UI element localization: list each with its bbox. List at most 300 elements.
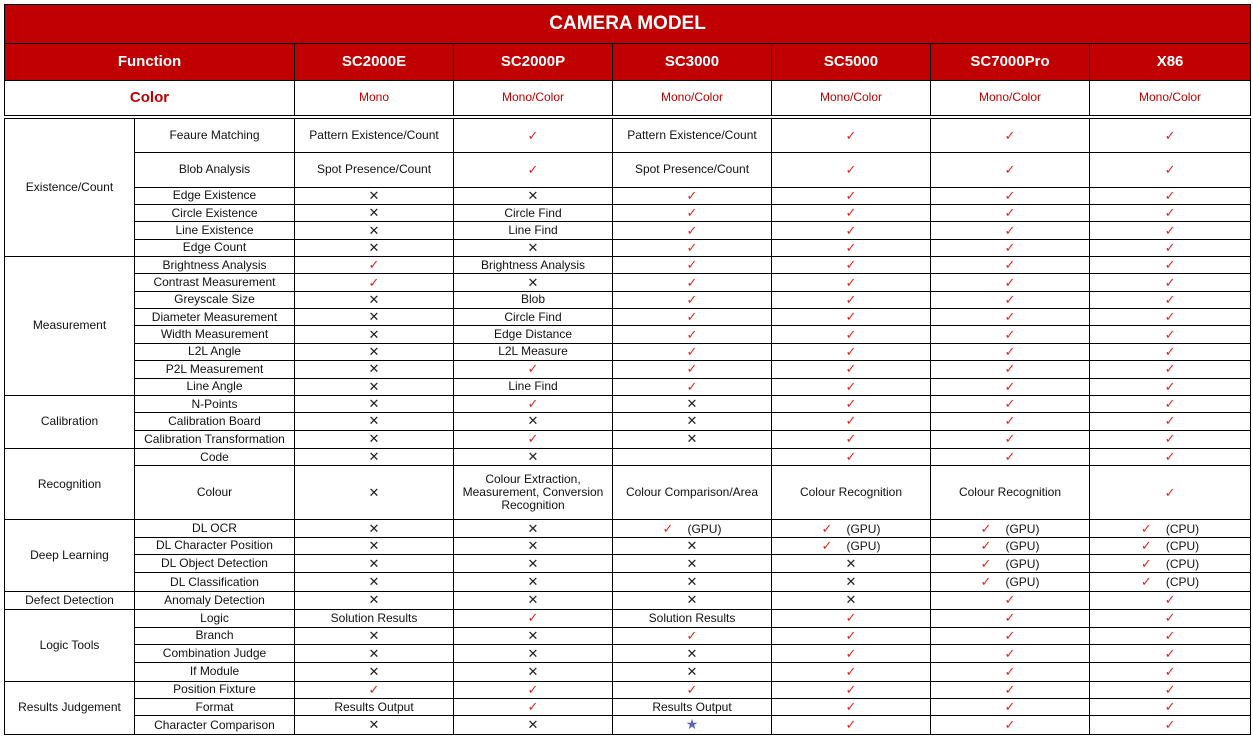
supported-cell xyxy=(454,119,613,153)
check-icon: ✓ xyxy=(527,699,539,715)
unsupported-cell xyxy=(295,555,454,573)
table-row xyxy=(5,222,1251,239)
check-icon: ✓ xyxy=(1140,520,1152,536)
unsupported-cell xyxy=(295,448,454,465)
check-icon: ✓ xyxy=(1004,257,1016,273)
function-name: Brightness Analysis xyxy=(135,257,295,274)
unsupported-cell xyxy=(613,395,772,412)
cross-icon: ✕ xyxy=(686,663,698,679)
camera-model-comparison-table xyxy=(4,4,1251,735)
cross-icon: ✕ xyxy=(686,592,698,608)
cross-icon: ✕ xyxy=(368,717,380,733)
unsupported-cell xyxy=(295,430,454,448)
feature-text-cell xyxy=(613,448,772,465)
function-name: Line Angle xyxy=(135,378,295,395)
supported-cell xyxy=(931,309,1090,326)
feature-text-cell: L2L Measure xyxy=(454,343,613,360)
supported-cell xyxy=(931,627,1090,644)
function-name: Combination Judge xyxy=(135,644,295,662)
cross-icon: ✕ xyxy=(527,592,539,608)
color-value: Mono/Color xyxy=(931,80,1090,116)
function-name: Calibration Board xyxy=(135,413,295,430)
cross-icon: ✕ xyxy=(527,645,539,661)
function-name: Width Measurement xyxy=(135,326,295,343)
table-row xyxy=(5,448,1251,465)
unsupported-cell xyxy=(295,326,454,343)
supported-cell xyxy=(454,698,613,715)
check-icon: ✓ xyxy=(845,257,857,273)
table-row xyxy=(5,378,1251,395)
check-icon: ✓ xyxy=(845,396,857,412)
cross-icon: ✕ xyxy=(527,574,539,590)
table-row xyxy=(5,573,1251,591)
check-icon: ✓ xyxy=(686,378,698,394)
supported-cell xyxy=(931,257,1090,274)
supported-cell xyxy=(1090,448,1251,465)
check-icon: ✓ xyxy=(845,627,857,643)
supported-cell xyxy=(1090,205,1251,222)
unsupported-cell xyxy=(295,627,454,644)
check-icon: ✓ xyxy=(1004,187,1016,203)
feature-text-cell: Colour Extraction, Measurement, Conversion Recognition xyxy=(454,466,613,520)
supported-cell xyxy=(772,681,931,698)
check-icon: ✓ xyxy=(845,413,857,429)
cross-icon: ✕ xyxy=(686,537,698,553)
check-icon: ✓ xyxy=(686,205,698,221)
check-icon: ✓ xyxy=(980,520,992,536)
supported-cell xyxy=(295,681,454,698)
model-header-sc3000: SC3000 xyxy=(613,43,772,80)
cross-icon: ✕ xyxy=(368,431,380,447)
processor-tag: (GPU) xyxy=(846,538,881,553)
table-row xyxy=(5,591,1251,609)
check-icon: ✓ xyxy=(527,396,539,412)
check-icon: ✓ xyxy=(845,378,857,394)
supported-cell xyxy=(772,222,931,239)
supported-cell xyxy=(772,378,931,395)
function-name: Feaure Matching xyxy=(135,119,295,153)
check-icon: ✓ xyxy=(980,555,992,571)
check-icon: ✓ xyxy=(527,127,539,143)
feature-text-cell: Spot Presence/Count xyxy=(613,153,772,188)
cross-icon: ✕ xyxy=(368,326,380,342)
supported-cell xyxy=(931,119,1090,153)
group-label: Calibration xyxy=(5,395,135,448)
table-row xyxy=(5,343,1251,360)
supported-cell xyxy=(931,698,1090,715)
supported-cell xyxy=(1090,361,1251,378)
supported-cell xyxy=(931,644,1090,662)
check-icon: ✓ xyxy=(1164,610,1176,626)
feature-text-cell: Circle Find xyxy=(454,309,613,326)
supported-cell xyxy=(1090,395,1251,412)
supported-cell xyxy=(1090,698,1251,715)
supported-cell xyxy=(931,205,1090,222)
check-icon: ✓ xyxy=(1164,127,1176,143)
check-icon: ✓ xyxy=(1164,645,1176,661)
function-name: Line Existence xyxy=(135,222,295,239)
supported-cell xyxy=(772,343,931,360)
supported-cell xyxy=(613,239,772,256)
supported-cell xyxy=(1090,257,1251,274)
supported-cell xyxy=(772,326,931,343)
check-icon: ✓ xyxy=(368,681,380,697)
supported-cell xyxy=(1090,274,1251,291)
cross-icon: ✕ xyxy=(368,574,380,590)
unsupported-cell xyxy=(613,644,772,662)
cross-icon: ✕ xyxy=(368,645,380,661)
check-icon: ✓ xyxy=(845,699,857,715)
processor-tag: (GPU) xyxy=(846,521,881,536)
unsupported-cell xyxy=(295,591,454,609)
check-icon: ✓ xyxy=(845,663,857,679)
check-icon: ✓ xyxy=(1164,449,1176,465)
cross-icon: ✕ xyxy=(368,413,380,429)
cross-icon: ✕ xyxy=(527,449,539,465)
unsupported-cell xyxy=(613,413,772,430)
feature-text-cell: Line Find xyxy=(454,378,613,395)
cross-icon: ✕ xyxy=(527,663,539,679)
supported-cell xyxy=(931,153,1090,188)
check-icon: ✓ xyxy=(686,361,698,377)
supported-cell xyxy=(931,326,1090,343)
supported-cell xyxy=(931,361,1090,378)
table-row xyxy=(5,555,1251,573)
unsupported-cell xyxy=(772,573,931,591)
unsupported-cell xyxy=(295,343,454,360)
supported-cell xyxy=(931,395,1090,412)
supported-cell xyxy=(772,537,931,554)
processor-tag: (CPU) xyxy=(1165,575,1200,590)
check-icon: ✓ xyxy=(1164,205,1176,221)
check-icon: ✓ xyxy=(1004,239,1016,255)
check-icon: ✓ xyxy=(1004,205,1016,221)
supported-cell xyxy=(772,274,931,291)
supported-cell xyxy=(772,257,931,274)
check-icon: ✓ xyxy=(686,222,698,238)
supported-cell xyxy=(1090,610,1251,627)
unsupported-cell xyxy=(454,448,613,465)
cross-icon: ✕ xyxy=(527,627,539,643)
check-icon: ✓ xyxy=(845,222,857,238)
check-icon: ✓ xyxy=(1164,396,1176,412)
unsupported-cell xyxy=(613,573,772,591)
check-icon: ✓ xyxy=(1140,574,1152,590)
supported-cell xyxy=(454,153,613,188)
function-name: Contrast Measurement xyxy=(135,274,295,291)
cross-icon: ✕ xyxy=(368,187,380,203)
supported-cell xyxy=(1090,663,1251,681)
check-icon: ✓ xyxy=(1164,343,1176,359)
unsupported-cell xyxy=(613,537,772,554)
table-row xyxy=(5,309,1251,326)
function-name: Anomaly Detection xyxy=(135,591,295,609)
unsupported-cell xyxy=(295,309,454,326)
check-icon: ✓ xyxy=(527,361,539,377)
supported-cell xyxy=(772,187,931,204)
supported-cell xyxy=(613,309,772,326)
unsupported-cell xyxy=(772,555,931,573)
function-name: Character Comparison xyxy=(135,716,295,735)
supported-cell xyxy=(931,520,1090,537)
supported-cell xyxy=(931,239,1090,256)
color-value: Mono xyxy=(295,80,454,116)
cross-icon: ✕ xyxy=(368,222,380,238)
supported-cell xyxy=(772,663,931,681)
supported-cell xyxy=(613,222,772,239)
group-label: Deep Learning xyxy=(5,520,135,591)
supported-cell xyxy=(772,644,931,662)
check-icon: ✓ xyxy=(1140,537,1152,553)
feature-text-cell: Pattern Existence/Count xyxy=(295,119,454,153)
cross-icon: ✕ xyxy=(368,663,380,679)
unsupported-cell xyxy=(454,716,613,735)
check-icon: ✓ xyxy=(1004,343,1016,359)
check-icon: ✓ xyxy=(1164,161,1176,177)
feature-text-cell: Colour Recognition xyxy=(772,466,931,520)
check-icon: ✓ xyxy=(1004,663,1016,679)
check-icon: ✓ xyxy=(1004,645,1016,661)
check-icon: ✓ xyxy=(845,205,857,221)
supported-cell xyxy=(931,591,1090,609)
supported-cell xyxy=(931,681,1090,698)
supported-cell xyxy=(613,257,772,274)
function-name: DL Classification xyxy=(135,573,295,591)
header-row xyxy=(5,43,1251,80)
unsupported-cell xyxy=(295,413,454,430)
check-icon: ✓ xyxy=(1004,431,1016,447)
function-name: Branch xyxy=(135,627,295,644)
cross-icon: ✕ xyxy=(368,291,380,307)
unsupported-cell xyxy=(295,537,454,554)
function-name: P2L Measurement xyxy=(135,361,295,378)
unsupported-cell xyxy=(295,187,454,204)
group-label: Measurement xyxy=(5,257,135,396)
supported-cell xyxy=(931,291,1090,308)
supported-cell xyxy=(931,663,1090,681)
check-icon: ✓ xyxy=(845,361,857,377)
check-icon: ✓ xyxy=(845,161,857,177)
cross-icon: ✕ xyxy=(368,309,380,325)
supported-cell xyxy=(1090,239,1251,256)
cross-icon: ✕ xyxy=(368,520,380,536)
unsupported-cell xyxy=(454,573,613,591)
check-icon: ✓ xyxy=(368,274,380,290)
supported-cell xyxy=(772,430,931,448)
check-icon: ✓ xyxy=(845,449,857,465)
supported-cell xyxy=(1090,291,1251,308)
cross-icon: ✕ xyxy=(368,592,380,608)
feature-text-cell: Colour Recognition xyxy=(931,466,1090,520)
check-icon: ✓ xyxy=(1004,361,1016,377)
check-icon: ✓ xyxy=(1164,274,1176,290)
check-icon: ✓ xyxy=(1164,717,1176,733)
supported-cell xyxy=(931,716,1090,735)
check-icon: ✓ xyxy=(845,274,857,290)
supported-cell xyxy=(1090,430,1251,448)
check-icon: ✓ xyxy=(845,309,857,325)
check-icon: ✓ xyxy=(1164,309,1176,325)
supported-cell xyxy=(772,119,931,153)
supported-cell xyxy=(772,448,931,465)
supported-cell xyxy=(931,274,1090,291)
unsupported-cell xyxy=(772,591,931,609)
supported-cell xyxy=(772,309,931,326)
supported-cell xyxy=(931,610,1090,627)
check-icon: ✓ xyxy=(686,274,698,290)
unsupported-cell xyxy=(454,663,613,681)
supported-cell xyxy=(1090,573,1251,591)
cross-icon: ✕ xyxy=(368,449,380,465)
check-icon: ✓ xyxy=(1164,239,1176,255)
cross-icon: ✕ xyxy=(686,574,698,590)
unsupported-cell xyxy=(295,466,454,520)
check-icon: ✓ xyxy=(1004,161,1016,177)
cross-icon: ✕ xyxy=(527,274,539,290)
check-icon: ✓ xyxy=(1004,627,1016,643)
check-icon: ✓ xyxy=(686,309,698,325)
cross-icon: ✕ xyxy=(368,239,380,255)
feature-text-cell: Circle Find xyxy=(454,205,613,222)
unsupported-cell xyxy=(295,644,454,662)
processor-tag: (GPU) xyxy=(1005,538,1040,553)
check-icon: ✓ xyxy=(1004,681,1016,697)
supported-cell xyxy=(613,520,772,537)
group-label: Results Judgement xyxy=(5,681,135,734)
group-label: Logic Tools xyxy=(5,610,135,681)
unsupported-cell xyxy=(295,291,454,308)
supported-cell xyxy=(295,274,454,291)
check-icon: ✓ xyxy=(1164,592,1176,608)
unsupported-cell xyxy=(454,591,613,609)
supported-cell xyxy=(613,361,772,378)
model-header-sc2000e: SC2000E xyxy=(295,43,454,80)
check-icon: ✓ xyxy=(845,326,857,342)
color-value: Mono/Color xyxy=(613,80,772,116)
cross-icon: ✕ xyxy=(527,555,539,571)
color-value: Mono/Color xyxy=(454,80,613,116)
unsupported-cell xyxy=(613,555,772,573)
unsupported-cell xyxy=(295,716,454,735)
supported-cell xyxy=(772,520,931,537)
cross-icon: ✕ xyxy=(686,396,698,412)
unsupported-cell xyxy=(613,663,772,681)
check-icon: ✓ xyxy=(1004,222,1016,238)
feature-text-cell: Results Output xyxy=(295,698,454,715)
cross-icon: ✕ xyxy=(845,592,857,608)
color-label: Color xyxy=(5,80,295,116)
cross-icon: ✕ xyxy=(527,239,539,255)
check-icon: ✓ xyxy=(686,257,698,273)
supported-cell xyxy=(1090,119,1251,153)
unsupported-cell xyxy=(454,627,613,644)
supported-cell xyxy=(1090,309,1251,326)
unsupported-cell xyxy=(295,361,454,378)
processor-tag: (GPU) xyxy=(1005,521,1040,536)
supported-cell xyxy=(772,153,931,188)
supported-cell xyxy=(1090,591,1251,609)
model-header-x86: X86 xyxy=(1090,43,1251,80)
function-name: Colour xyxy=(135,466,295,520)
color-value: Mono/Color xyxy=(772,80,931,116)
feature-text-cell: Line Find xyxy=(454,222,613,239)
unsupported-cell xyxy=(295,573,454,591)
supported-cell xyxy=(613,343,772,360)
table-row xyxy=(5,698,1251,715)
supported-cell xyxy=(772,716,931,735)
group-label: Defect Detection xyxy=(5,591,135,609)
check-icon: ✓ xyxy=(980,574,992,590)
check-icon: ✓ xyxy=(686,239,698,255)
unsupported-cell xyxy=(454,187,613,204)
check-icon: ✓ xyxy=(368,257,380,273)
unsupported-cell xyxy=(295,395,454,412)
table-row xyxy=(5,644,1251,662)
model-header-sc5000: SC5000 xyxy=(772,43,931,80)
cross-icon: ✕ xyxy=(527,520,539,536)
supported-cell xyxy=(1090,378,1251,395)
check-icon: ✓ xyxy=(686,326,698,342)
check-icon: ✓ xyxy=(1004,610,1016,626)
check-icon: ✓ xyxy=(527,610,539,626)
supported-cell xyxy=(613,274,772,291)
supported-cell xyxy=(1090,326,1251,343)
check-icon: ✓ xyxy=(686,343,698,359)
table-row xyxy=(5,153,1251,188)
supported-cell xyxy=(1090,413,1251,430)
check-icon: ✓ xyxy=(527,431,539,447)
special-cell xyxy=(613,716,772,735)
function-name: N-Points xyxy=(135,395,295,412)
function-name: Format xyxy=(135,698,295,715)
supported-cell xyxy=(772,698,931,715)
table-row xyxy=(5,395,1251,412)
check-icon: ✓ xyxy=(845,431,857,447)
supported-cell xyxy=(931,448,1090,465)
check-icon: ✓ xyxy=(686,681,698,697)
table-row xyxy=(5,326,1251,343)
supported-cell xyxy=(613,627,772,644)
supported-cell xyxy=(931,222,1090,239)
supported-cell xyxy=(613,205,772,222)
function-name: Position Fixture xyxy=(135,681,295,698)
check-icon: ✓ xyxy=(686,291,698,307)
supported-cell xyxy=(1090,681,1251,698)
table-row xyxy=(5,466,1251,520)
processor-tag: (GPU) xyxy=(687,521,722,536)
supported-cell xyxy=(931,555,1090,573)
color-value: Mono/Color xyxy=(1090,80,1251,116)
check-icon: ✓ xyxy=(1004,592,1016,608)
check-icon: ✓ xyxy=(1004,396,1016,412)
check-icon: ✓ xyxy=(1164,413,1176,429)
cross-icon: ✕ xyxy=(686,431,698,447)
check-icon: ✓ xyxy=(845,127,857,143)
supported-cell xyxy=(931,187,1090,204)
supported-cell xyxy=(1090,627,1251,644)
function-name: DL OCR xyxy=(135,520,295,537)
table-row xyxy=(5,716,1251,735)
check-icon: ✓ xyxy=(1164,257,1176,273)
supported-cell xyxy=(772,291,931,308)
processor-tag: (CPU) xyxy=(1165,521,1200,536)
supported-cell xyxy=(772,610,931,627)
function-name: Calibration Transformation xyxy=(135,430,295,448)
check-icon: ✓ xyxy=(1164,378,1176,394)
check-icon: ✓ xyxy=(845,187,857,203)
check-icon: ✓ xyxy=(845,291,857,307)
function-name: Code xyxy=(135,448,295,465)
